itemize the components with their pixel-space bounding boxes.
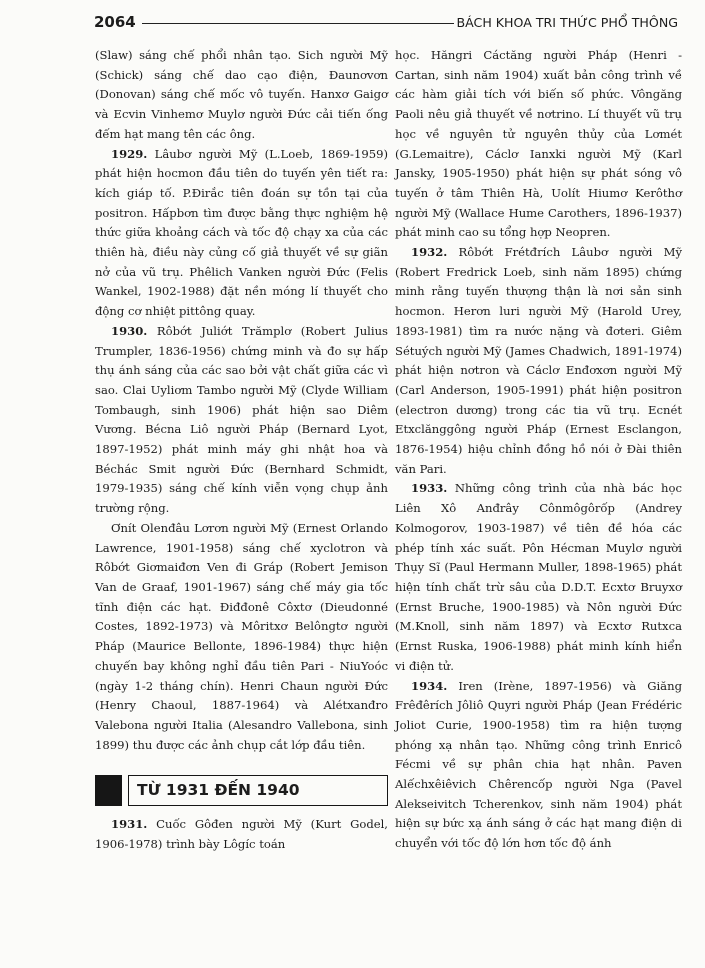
entry-1932	[395, 243, 682, 479]
right-column	[395, 46, 682, 854]
page-header	[94, 10, 678, 34]
entry-1931	[95, 815, 388, 854]
entry-text: Những công trình của nhà bác học Liên Xô Anđrây Cônmôgôrốp (Andrey Kolmogorov, 1903-1987) về tiên đề hóa các phép tính xác suất. Pôn Hécman Muylơ người Thụy Sĩ (Paul Hermann Muller, 1898-1965) phát hiện tính chất trừ sâu của D.D.T. Ecxtơ Bruyxơ (Ernst Bruche, 1900-1985) và Nôn người Đức (M.Knoll, sinh năm 1897) và Ecxtơ Rutxca (Ernst Ruska, 1906-1988) phát minh kính hiển vi điện tử.	[395, 481, 682, 673]
entry-1929	[95, 145, 388, 322]
section-heading	[95, 775, 388, 806]
running-title: BÁCH KHOA TRI THỨC PHỔ THÔNG	[456, 14, 678, 30]
section-title: TỪ 1931 ĐẾN 1940	[128, 775, 388, 806]
paragraph-1931-cont: học. Hăngri Cáctăng người Pháp (Henri - Cartan, sinh năm 1904) xuất bản công trình về các hàm giải tích với biến số phức. Vôngăng Paoli nêu giả thuyết về nơtrino. Lí thuyết vũ trụ học về nguyên tử nguyên thủy của Lơmét (G.Lemaitre), Cáclơ Ianxki người Mỹ (Karl Jansky, 1905-1950) phát hiện sự phát sóng vô tuyến ở tâm Thiên Hà, Uolít Hiumơ Kerôthơ người Mỹ (Wallace Hume Carothers, 1896-1937) phát minh cao su tổng hợp Neopren.	[395, 48, 682, 240]
entry-year: 1931.	[111, 817, 148, 832]
paragraph-continuation: (Slaw) sáng chế phổi nhân tạo. Sich người Mỹ (Schick) sáng chế dao cạo điện, Đaunơvơn (Donovan) sáng chế mốc vô tuyến. Hanxơ Gaigơ và Ecvin Vinhemơ Muylơ người Đức cải tiến ống đếm hạt mang tên các ông.	[95, 48, 388, 141]
entry-1933	[395, 479, 682, 676]
entry-year: 1929.	[111, 146, 148, 161]
paragraph-1930-cont: Ơnít Olenđâu Lơrơn người Mỹ (Ernest Orlando Lawrence, 1901-1958) sáng chế xyclotron và Rôbớt Giơmaiđơn Ven đi Gráp (Robert Jemison Van de Graaf, 1901-1967) sáng chế máy gia tốc tĩnh điện các hạt. Điđđonê Côxtơ (Dieudonné Costes, 1892-1973) và Môritxơ Belôngtơ người Pháp (Maurice Bellonte, 1896-1984) thực hiện chuyến bay không nghỉ đầu tiên Pari - NiuYoóc (ngày 1-2 tháng chín). Henri Chaun người Đức (Henry Chaoul, 1887-1964) và Alétxanđro Valebona người Italia (Alesandro Vallebona, sinh 1899) thu được các ảnh chụp cắt lớp đầu tiên.	[95, 520, 388, 752]
left-column	[95, 46, 388, 855]
entry-text: Iren (Irène, 1897-1956) và Giăng Frêđêrích Jôliô Quyri người Pháp (Jean Frédéric Joliot Curie, 1900-1958) tìm ra hiện tượng phóng xạ nhân tạo. Những công trình Enricô Fécmi về sự phân chia hạt nhân. Paven Alếchxêiêvich Chêrencốp người Nga (Pavel Alekseivitch Tcherenkov, sinh năm 1904) phát hiện sự bức xạ ánh sáng ở các hạt mang điện di chuyển với tốc độ lớn hơn tốc độ ánh	[395, 678, 682, 851]
entry-1934	[395, 677, 682, 854]
entry-text: Lâubơ người Mỹ (L.Loeb, 1869-1959) phát hiện hocmon đầu tiên do tuyến yên tiết ra: kích giáp tố. P.Đirắc tiên đoán sự tồn tại của positron. Hấpbơn tìm được bằng thực nghiệm hệ thức giữa khoảng cách và tốc độ chạy xa của các thiên hà, điều này củng cố giả thuyết về sự giãn nở của vũ trụ. Phêlich Vanken người Đức (Felis Wankel, 1902-1988) đặt nền móng lí thuyết cho động cơ nhiệt pittông quay.	[95, 146, 388, 319]
entry-text: Rôbớt Juliớt Trămplơ (Robert Julius Trumpler, 1836-1956) chứng minh và đo sự hấp thụ ánh sáng của các sao bởi vật chất giữa các vì sao. Clai Uyliơm Tambo người Mỹ (Clyde William Tombaugh, sinh 1906) phát hiện sao Diêm Vương. Bécna Liô người Pháp (Bernard Lyot, 1897-1952) phát minh máy ghi nhật hoa và Béchác Smit người Đức (Bernhard Schmidt, 1979-1935) sáng chế kính viễn vọng chụp ảnh trường rộng.	[95, 323, 388, 516]
entry-1930	[95, 322, 388, 519]
entry-year: 1933.	[411, 481, 448, 496]
page-number: 2064	[94, 13, 136, 31]
entry-text: Rôbớt Frétđrích Lâubơ người Mỹ (Robert Fredrick Loeb, sinh năm 1895) chứng minh rằng tuyến thượng thận là nơi sản sinh hocmon. Herơn luri người Mỹ (Harold Urey, 1893-1981) tìm ra nước nặng và đơteri. Giêm Sétuých người Mỹ (James Chadwich, 1891-1974) phát hiện nơtron và Cáclơ Enđơxơn người Mỹ (Carl Anderson, 1905-1991) phát hiện positron (electron dương) trong các tia vũ trụ. Ecnét Etxclănggông người Pháp (Ernest Esclangon, 1876-1954) hiệu chỉnh đồng hồ nói ở Đài thiên văn Pari.	[395, 245, 682, 476]
entry-text: Cuốc Gôđen người Mỹ (Kurt Godel, 1906-1978) trình bày Lôgíc toán	[95, 817, 388, 852]
entry-year: 1930.	[111, 323, 148, 338]
entry-year: 1934.	[411, 678, 448, 693]
section-marker	[95, 775, 122, 806]
header-rule	[142, 23, 454, 24]
entry-year: 1932.	[411, 245, 448, 260]
